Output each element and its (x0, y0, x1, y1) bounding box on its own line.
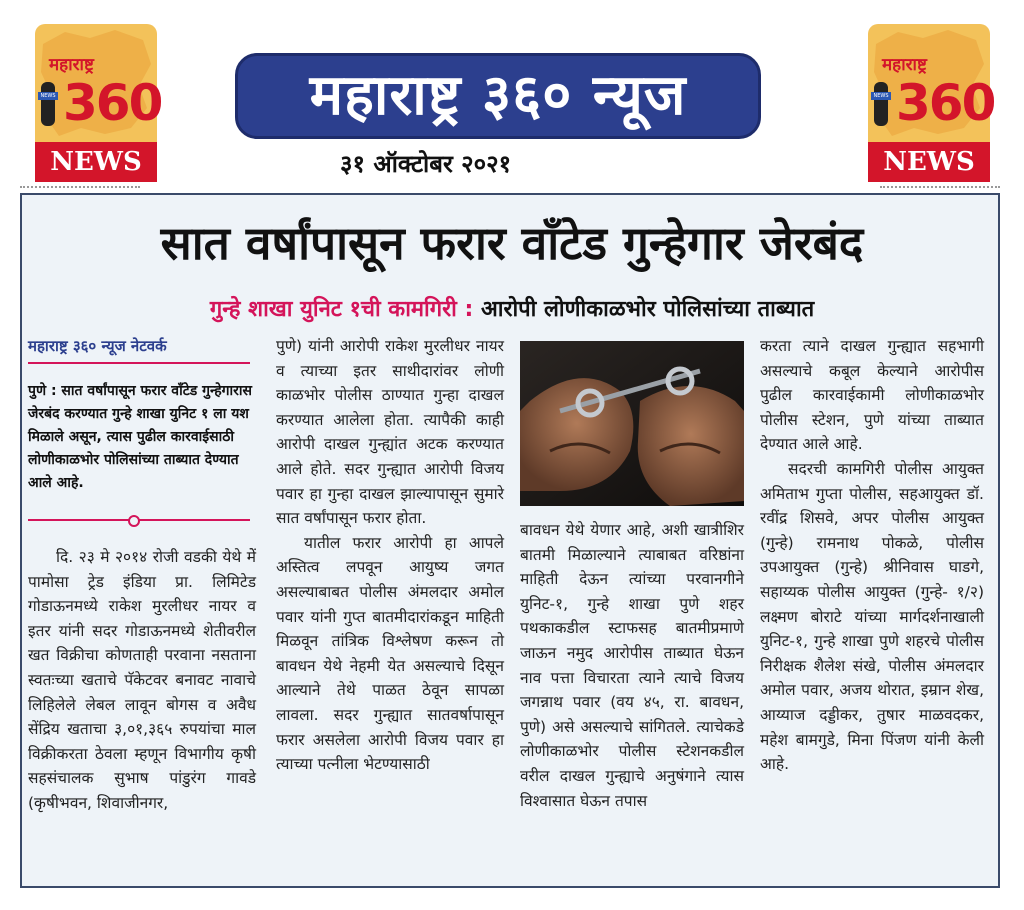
logo-number: 360 (63, 74, 162, 132)
paragraph: करता त्याने दाखल गुन्ह्यात सहभागी असल्याचे कबूल केल्याने आरोपीस पुढील कारवाईकामी लोणीकाळभोर पोलीस स्टेशन, पुणे यांच्या ताब्यात देण्यात आले आहे. (760, 337, 984, 454)
column-1 (28, 545, 256, 816)
divider-bottom (28, 519, 250, 521)
mic-badge: NEWS (38, 92, 58, 100)
masthead-title: महाराष्ट्र ३६० न्यूज (309, 63, 687, 128)
masthead-banner (235, 53, 761, 139)
logo-news-label: NEWS (868, 142, 990, 182)
logo-left (35, 24, 162, 182)
divider-top (28, 362, 250, 364)
article-headline: सात वर्षांपासून फरार वॉंटेड गुन्हेगार जेरबंद (160, 216, 864, 270)
paragraph: दि. २३ मे २०१४ रोजी वडकी येथे मेें पामोसा ट्रेड इंडिया प्रा. लिमिटेड गोडाऊनमध्ये राकेश मुरलीधर नायर व इतर यांनी सदर गोडाऊनमध्ये शेतीवरील खत विक्रीचा कोणताही परवाना नसताना स्वतःच्या खताचे पॅकेटवर बनावट नावाचे लिहिलेले लेबल लावून बोगस व अवैध सेंद्रिय खताचा ३,०१,३६५ रुपयांचा माल विक्रीकरता ठेवला म्हणून विभागीय कृषी सहसंचालक सुभाष पांडुरंग गावडे (कृषीभवन, शिवाजीनगर, (28, 548, 256, 812)
paragraph: सदरची कामगिरी पोलीस आयुक्त अमिताभ गुप्ता पोलीस, सहआयुक्त डॉ. रवींद्र शिसवे, अपर पोलीस आयुक्त (गुन्हे) रामनाथ पोकळे, पोलीस उपआयुक्त (गुन्हे) श्रीनिवास घाडगे, सहाय्यक पोलीस आयुक्त (गुन्हे- १/२) लक्ष्मण बोराटे यांच्या मार्गदर्शनाखाली युनिट-१, गुन्हे शाखा पुणे शहरचे पोलीस निरीक्षक शैलेश संखे, पोलीस अंमलदार अमोल पवार, अजय थोरात, इम्रान शेख, आय्याज दड्डीकर, तुषार माळवदकर, महेश बामगुडे, मिना पिंजण यांनी केली आहे. (760, 459, 984, 774)
byline: महाराष्ट्र ३६० न्यूज नेटवर्क (28, 337, 167, 355)
divider-dot (128, 515, 140, 527)
dotted-rule-right (880, 186, 1000, 188)
logo-number: 360 (896, 74, 995, 132)
dotted-rule-left (20, 186, 140, 188)
microphone-icon (41, 82, 55, 126)
article-summary: पुणे : सात वर्षांपासून फरार वॉंटेड गुन्हेगारास जेरबंद करण्यात गुन्हे शाखा युनिट १ ला यश मिळाले असून, त्यास पुढील कारवाईसाठी लोणीकाळभोर पोलिसांच्या ताब्यात देण्यात आले आहे. (28, 383, 252, 491)
logo-news-label: NEWS (35, 142, 157, 182)
paragraph: पुणे) यांनी आरोपी राकेश मुरलीधर नायर व त्याच्या इतर साथीदारांवर लोणी काळभोर पोलीस ठाण्यात गुन्हा दाखल करण्यात आलेला होता. त्यापैकी काही आरोपी दाखल गुन्ह्यांत अटक करण्यात आले होते. सदर गुन्ह्यात आरोपी विजय पवार हा गुन्हा दाखल झाल्यापासून सुमारे सात वर्षांपासून फरार होता. (276, 337, 504, 528)
logo-right (868, 24, 995, 182)
handcuffed-hands-photo (520, 341, 744, 506)
column-3 (520, 518, 744, 813)
subhead-red: गुन्हे शाखा युनिट १ची कामगिरी : (209, 297, 474, 322)
logo-brand-text: महाराष्ट्र (882, 55, 927, 75)
paragraph: बावधन येथे येणार आहे, अशी खात्रीशिर बातमी मिळाल्याने त्याबाबत वरिष्ठांना माहिती देऊन त्यांच्या परवानगीने युनिट-१, गुन्हे शाखा पुणे शहर पथकाकडील स्टाफसह बातमीप्रमाणे जाऊन नमुद आरोपीस ताब्यात घेऊन नाव पत्ता विचारता त्याने त्याचे विजय जगन्नाथ पवार (वय ४५, रा. बावधन, पुणे) असे असल्याचे सांगितले. त्याचेकडे लोणीकाळभोर पोलीस स्टेशनकडील वरील दाखल गुन्ह्याचे अनुषंगाने त्यास विश्वासात घेऊन तपास (520, 521, 744, 810)
logo-brand-text: महाराष्ट्र (49, 55, 94, 75)
paragraph: यातील फरार आरोपी हा आपले अस्तित्व लपवून आयुष्य जगत असल्याबाबत पोलीस अंमलदार अमोल पवार यांनी गुप्त बातमीदारांकडून माहिती मिळवून तांत्रिक विश्लेषण करून तो बावधन येथे नेहमी येत असल्याचे दिसून आल्याने तेथे पाळत ठेवून सापळा लावला. सदर गुन्ह्यात सातवर्षापासून फरार असलेला आरोपी विजय पवार हा त्याच्या पत्नीला भेटण्यासाठी (276, 533, 504, 774)
subhead-dark: आरोपी लोणीकाळभोर पोलिसांच्या ताब्यात (480, 297, 815, 322)
column-2 (276, 334, 504, 777)
microphone-icon (874, 82, 888, 126)
column-4 (760, 334, 984, 777)
issue-date: ३१ ऑक्टोबर २०२१ (340, 150, 512, 178)
mic-badge: NEWS (871, 92, 891, 100)
article-subheadline (22, 295, 1002, 325)
